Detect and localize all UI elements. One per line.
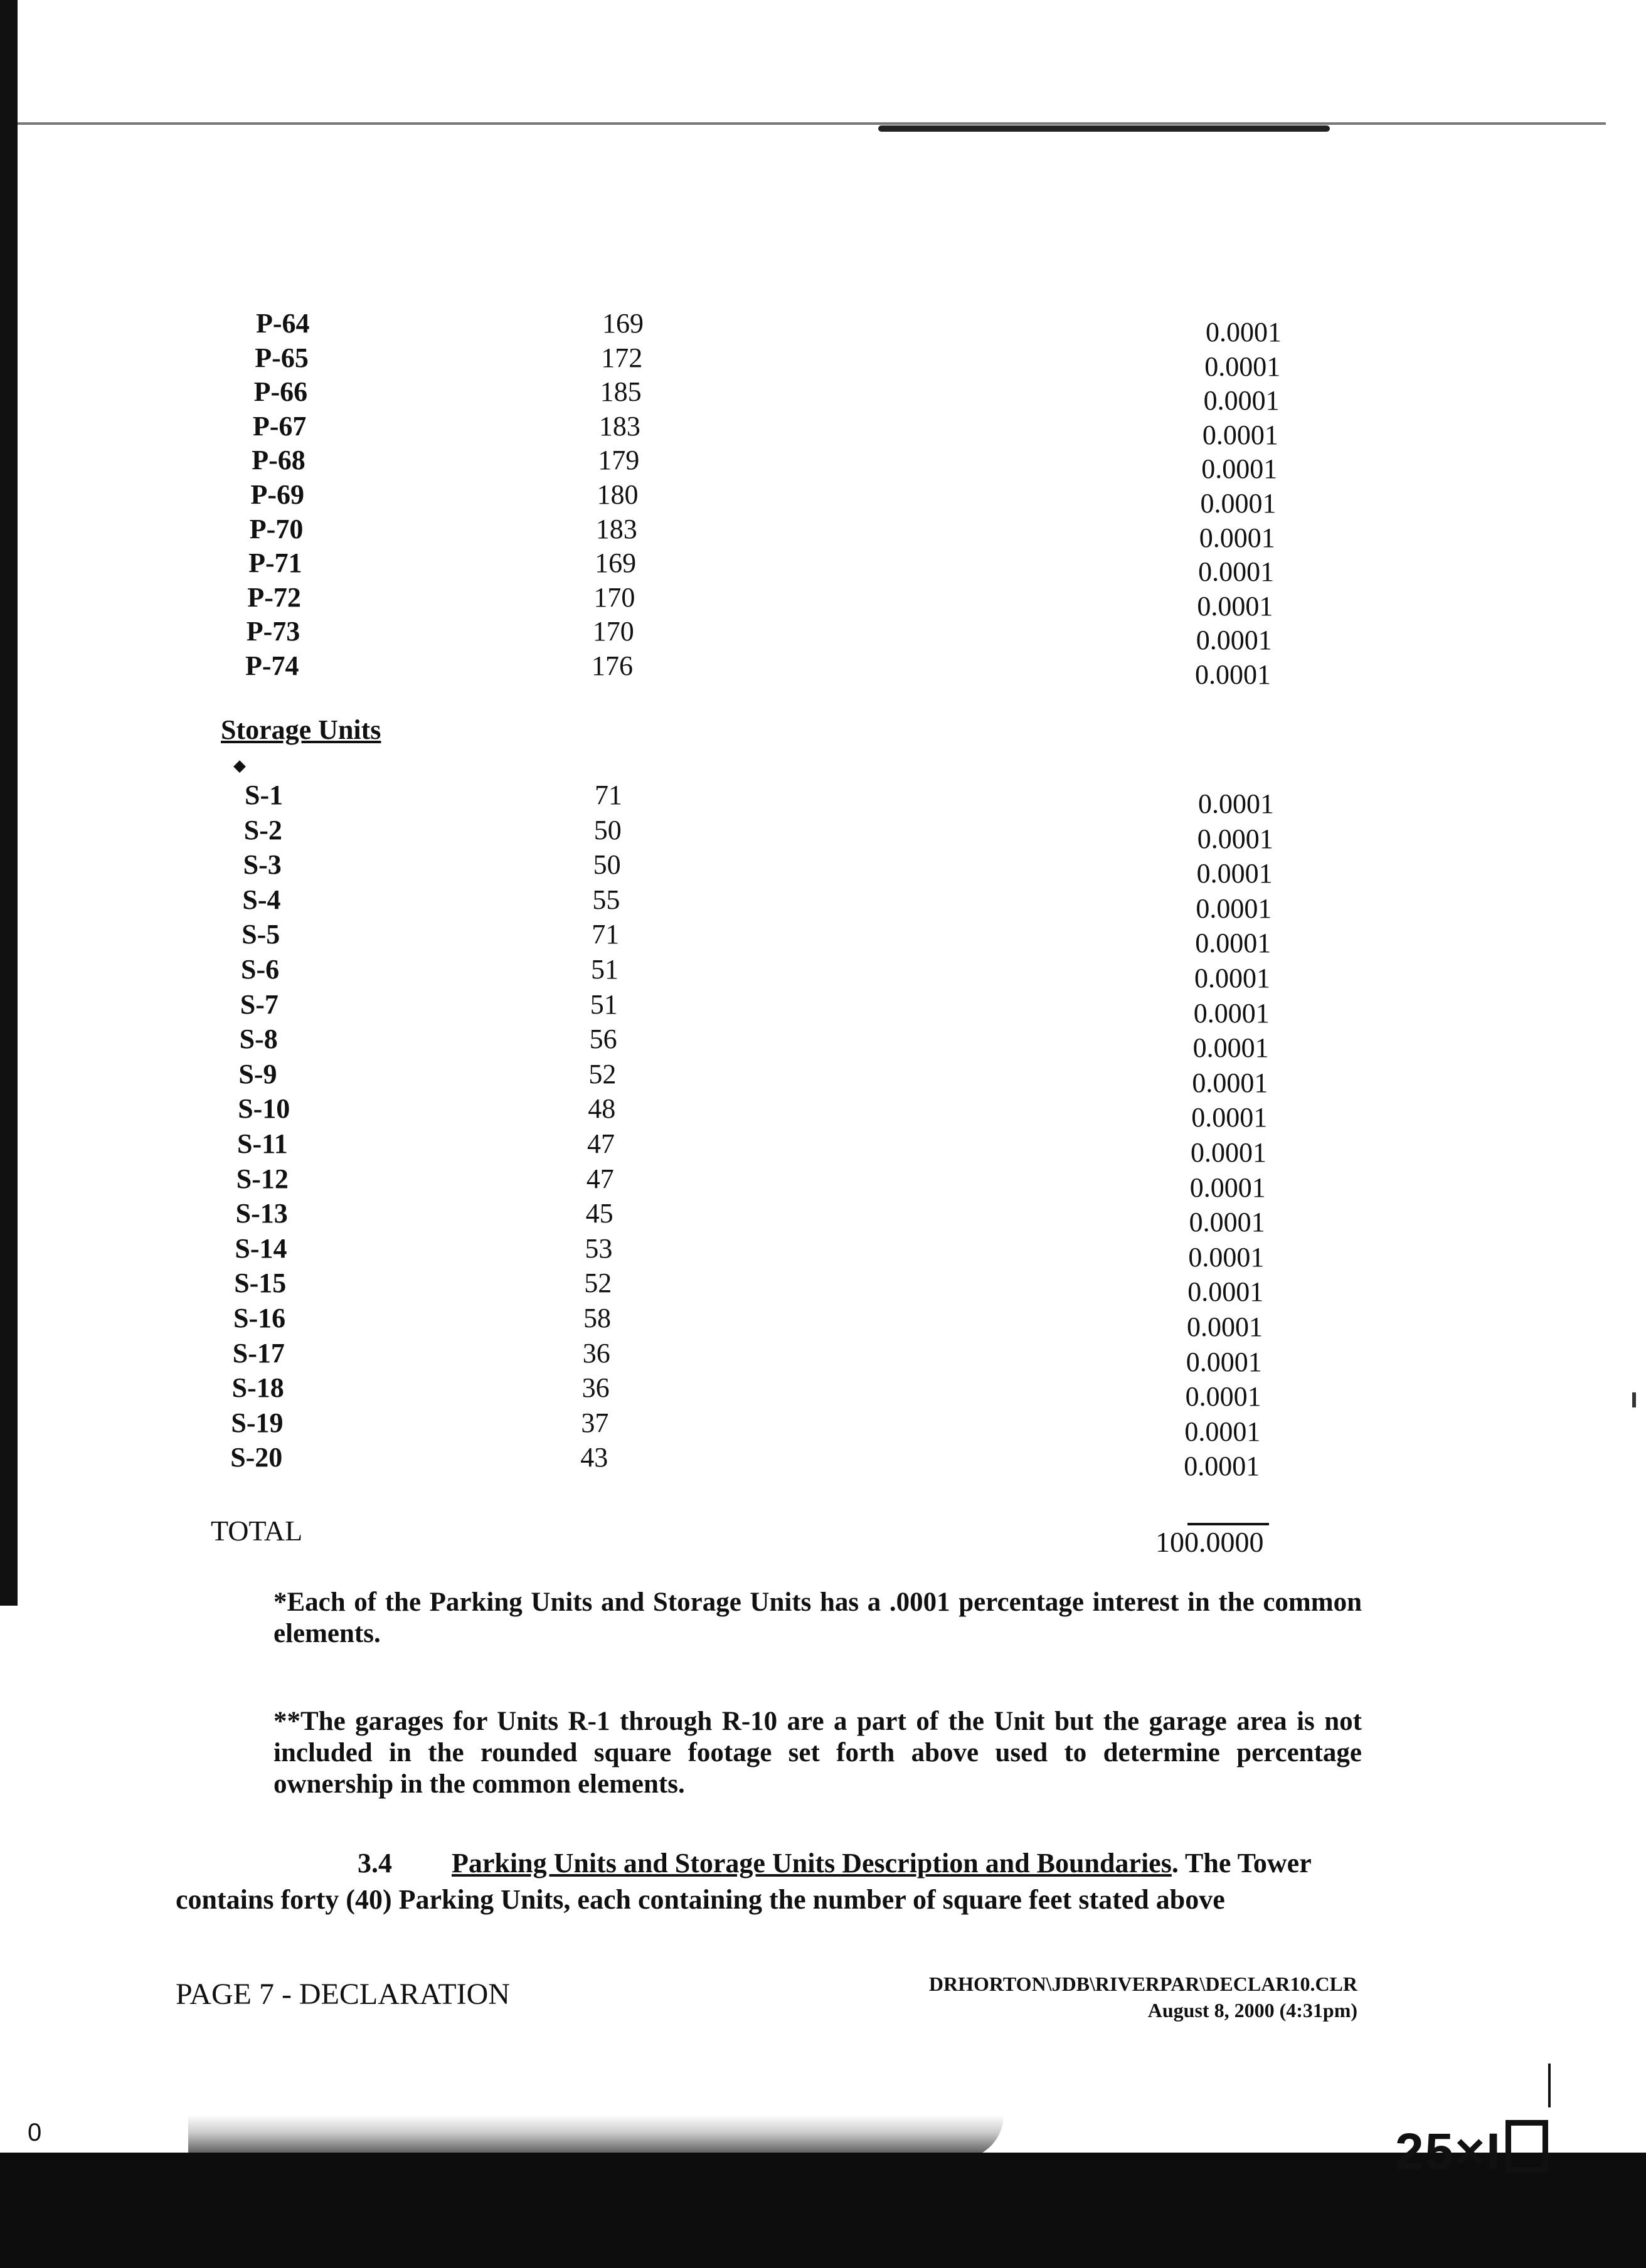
unit-cell: S-17 — [232, 1337, 285, 1369]
scan-top-margin — [0, 0, 1646, 125]
unit-cell: S-15 — [234, 1268, 287, 1299]
table-row — [0, 778, 1646, 819]
percentage-cell: 0.0001 — [1185, 1381, 1261, 1412]
square-feet-cell: 179 — [598, 445, 640, 476]
section-title: Parking Units and Storage Units Description and Boundaries — [452, 1848, 1172, 1879]
percentage-cell: 0.0001 — [1203, 385, 1280, 416]
footer-file-path: DRHORTON\JDB\RIVERPAR\DECLAR10.CLR — [928, 1973, 1357, 1995]
unit-cell: P-71 — [248, 548, 302, 579]
table-row — [0, 512, 1646, 553]
percentage-cell: 0.0001 — [1196, 625, 1272, 656]
square-feet-cell: 50 — [593, 849, 621, 881]
unit-cell: P-70 — [249, 513, 304, 544]
table-row — [0, 477, 1646, 519]
table-row — [0, 1196, 1646, 1238]
table-row — [0, 306, 1646, 347]
percentage-cell: 0.0001 — [1199, 522, 1275, 553]
unit-cell: S-19 — [231, 1407, 284, 1438]
square-feet-cell: 185 — [600, 376, 642, 408]
total-label: TOTAL — [211, 1515, 303, 1547]
unit-cell: P-69 — [250, 479, 305, 510]
percentage-cell: 0.0001 — [1206, 317, 1282, 347]
table-row — [0, 882, 1646, 924]
unit-cell: P-73 — [246, 616, 300, 647]
scan-corner-number: 0 — [28, 2119, 42, 2146]
batch-code-text: 25×I — [1395, 2123, 1502, 2180]
table-row — [0, 1231, 1646, 1273]
unit-cell: S-11 — [237, 1128, 288, 1159]
percentage-cell: 0.0001 — [1184, 1416, 1261, 1447]
square-feet-cell: 52 — [588, 1058, 617, 1089]
unit-cell: S-12 — [236, 1163, 289, 1194]
section-text: . The Tower contains forty (40) Parking Units, each containing the number of square feet stated above — [176, 1848, 1311, 1915]
square-feet-cell: 45 — [585, 1198, 613, 1229]
square-feet-cell: 56 — [589, 1024, 617, 1055]
square-feet-cell: 172 — [601, 342, 643, 373]
section-3-4-paragraph — [176, 1845, 1361, 1918]
table-row — [0, 1022, 1646, 1064]
percentage-cell: 0.0001 — [1184, 1451, 1260, 1482]
percentage-cell: 0.0001 — [1200, 488, 1277, 519]
square-feet-cell: 36 — [581, 1372, 610, 1404]
table-row — [0, 1057, 1646, 1098]
unit-cell: P-64 — [256, 308, 310, 339]
percentage-cell: 0.0001 — [1193, 997, 1270, 1029]
percentage-cell: 0.0001 — [1204, 351, 1281, 382]
table-row — [0, 409, 1646, 450]
square-feet-cell: 180 — [597, 479, 639, 510]
unit-cell: S-18 — [231, 1372, 284, 1404]
square-feet-cell: 50 — [593, 814, 622, 845]
percentage-cell: 0.0001 — [1195, 928, 1272, 959]
unit-cell: P-74 — [245, 650, 299, 681]
unit-cell: P-72 — [247, 581, 301, 613]
table-row — [0, 813, 1646, 854]
scan-tick-mark — [1548, 2064, 1551, 2107]
percentage-cell: 0.0001 — [1191, 1102, 1268, 1133]
percentage-cell: 0.0001 — [1189, 1172, 1266, 1203]
percentage-cell: 0.0001 — [1194, 963, 1270, 994]
percentage-cell: 0.0001 — [1187, 1312, 1263, 1342]
table-row — [0, 1301, 1646, 1342]
percentage-cell: 0.0001 — [1192, 1067, 1268, 1098]
square-feet-cell: 170 — [593, 581, 635, 613]
square-feet-cell: 48 — [588, 1093, 616, 1125]
table-row — [0, 443, 1646, 485]
table-row — [0, 1440, 1646, 1482]
unit-cell: P-65 — [255, 342, 309, 373]
batch-box — [1505, 2120, 1548, 2173]
percentage-cell: 0.0001 — [1189, 1207, 1265, 1238]
square-feet-cell: 43 — [580, 1442, 608, 1473]
unit-cell: S-16 — [233, 1303, 286, 1333]
square-feet-cell: 55 — [592, 884, 620, 915]
percentage-cell: 0.0001 — [1192, 1032, 1269, 1064]
percentage-cell: 0.0001 — [1195, 659, 1271, 690]
table-row — [0, 1162, 1646, 1203]
square-feet-cell: 71 — [595, 780, 622, 810]
percentage-cell: 0.0001 — [1187, 1276, 1264, 1308]
percentage-cell: 0.0001 — [1197, 823, 1273, 854]
square-feet-cell: 176 — [592, 650, 633, 681]
percentage-cell: 0.0001 — [1198, 556, 1275, 588]
unit-cell: S-13 — [235, 1198, 288, 1229]
table-row — [0, 987, 1646, 1029]
table-row — [0, 917, 1646, 959]
table-row — [0, 1126, 1646, 1168]
table-row — [0, 546, 1646, 588]
square-feet-cell: 47 — [586, 1163, 614, 1194]
unit-cell: S-9 — [238, 1058, 277, 1089]
square-feet-cell: 51 — [590, 988, 618, 1020]
bullet-mark: ◆ — [233, 756, 246, 775]
scan-top-line — [0, 122, 1606, 125]
table-row — [0, 1266, 1646, 1308]
unit-cell: S-14 — [235, 1232, 287, 1264]
percentage-cell: 0.0001 — [1196, 858, 1273, 889]
footnote-garages: **The garages for Units R-1 through R-10 are a part of the Unit but the garage area is not included in the rounded square footage set forth above used to determine percentage ownership in the common elements. — [273, 1707, 1362, 1799]
table-row — [0, 952, 1646, 994]
unit-cell: P-66 — [253, 376, 308, 408]
square-feet-cell: 37 — [581, 1407, 609, 1438]
unit-cell: S-1 — [245, 780, 284, 810]
scan-top-dark-mark — [878, 125, 1330, 132]
table-row — [0, 1370, 1646, 1412]
square-feet-cell: 183 — [595, 513, 637, 544]
percentage-cell: 0.0001 — [1198, 788, 1274, 819]
square-feet-cell: 51 — [591, 954, 619, 985]
square-feet-cell: 52 — [584, 1268, 612, 1299]
table-row — [0, 1406, 1646, 1447]
unit-cell: P-67 — [252, 410, 307, 442]
unit-cell: S-3 — [243, 849, 282, 881]
square-feet-cell: 71 — [592, 919, 620, 950]
percentage-cell: 0.0001 — [1197, 590, 1273, 622]
square-feet-cell: 183 — [598, 410, 640, 442]
percentage-cell: 0.0001 — [1188, 1241, 1265, 1273]
percentage-cell: 0.0001 — [1201, 453, 1278, 485]
percentage-cell: 0.0001 — [1191, 1137, 1266, 1168]
table-row — [0, 341, 1646, 382]
table-row — [0, 580, 1646, 622]
square-feet-cell: 169 — [602, 308, 644, 339]
table-row — [0, 374, 1646, 416]
total-value: 100.0000 — [1155, 1526, 1264, 1558]
unit-cell: S-7 — [240, 988, 279, 1020]
unit-cell: S-5 — [242, 919, 280, 950]
unit-cell: S-4 — [242, 884, 281, 915]
table-row — [0, 1091, 1646, 1133]
percentage-cell: 0.0001 — [1196, 893, 1272, 924]
footer-date: August 8, 2000 (4:31pm) — [1147, 1999, 1357, 2022]
percentage-cell: 0.0001 — [1202, 419, 1278, 450]
square-feet-cell: 47 — [587, 1128, 615, 1159]
percentage-cell: 0.0001 — [1186, 1346, 1262, 1377]
unit-cell: S-2 — [243, 814, 282, 845]
square-feet-cell: 169 — [595, 548, 637, 579]
scan-batch-code — [1395, 2120, 1548, 2181]
page-footer-file-info — [929, 1971, 1357, 2023]
square-feet-cell: 53 — [585, 1232, 613, 1264]
square-feet-cell: 170 — [592, 616, 634, 647]
unit-cell: S-6 — [241, 954, 280, 985]
section-number: 3.4 — [358, 1848, 392, 1879]
square-feet-cell: 36 — [582, 1337, 610, 1369]
storage-units-heading: Storage Units — [221, 714, 381, 745]
unit-cell: P-68 — [252, 445, 305, 476]
page-footer-label: PAGE 7 - DECLARATION — [176, 1978, 510, 2011]
unit-cell: S-8 — [239, 1024, 278, 1055]
unit-cell: S-20 — [230, 1442, 283, 1473]
unit-cell: S-10 — [238, 1093, 290, 1125]
square-feet-cell: 58 — [583, 1303, 611, 1333]
footnote-parking-storage-interest: *Each of the Parking Units and Storage Units has a .0001 percentage interest in the common elements. — [273, 1587, 1362, 1648]
table-row — [0, 614, 1646, 656]
table-row — [0, 649, 1646, 690]
table-row — [0, 1336, 1646, 1377]
table-row — [0, 847, 1646, 889]
